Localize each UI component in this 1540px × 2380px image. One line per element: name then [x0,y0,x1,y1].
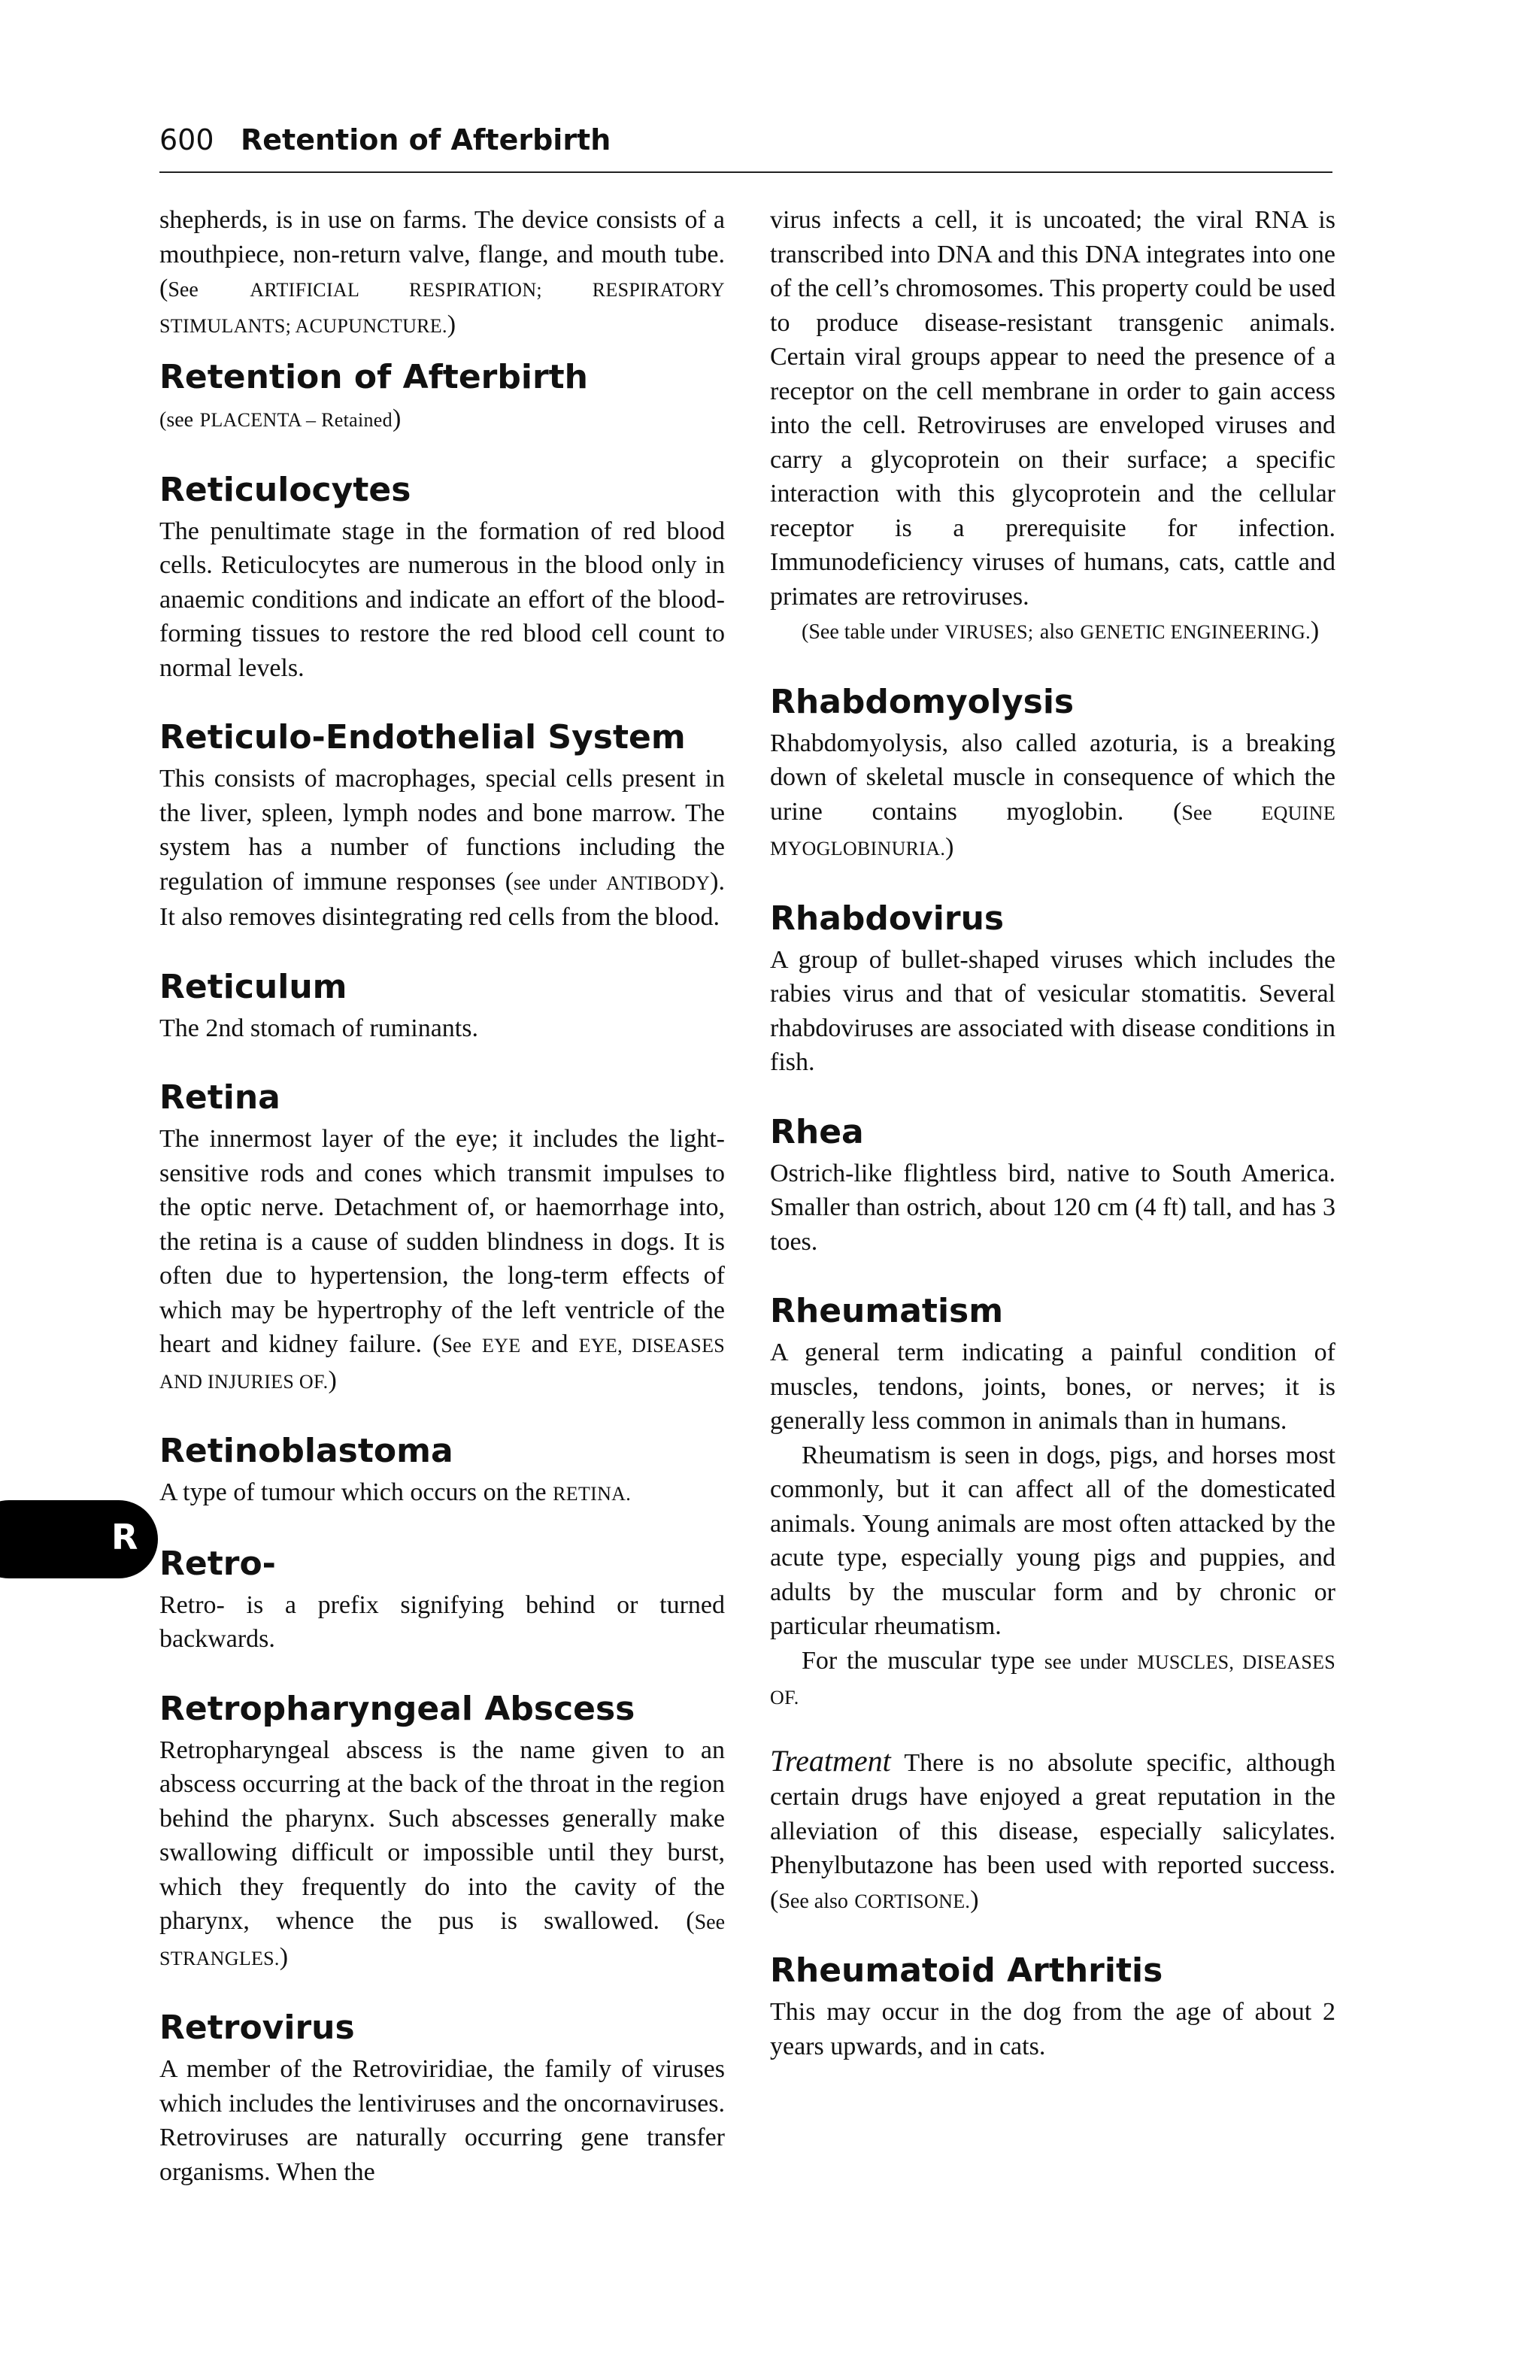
treatment-paragraph: Treatment There is no absolute specific, although certain drugs have enjoyed a great reputation in the alleviation of this disease, especially salicylates. Phenylbutazone has been used with reported success. (See also CORTISONE.) [770,1743,1335,1914]
entry-text: For the muscular type see under MUSCLES, DISEASES OF. [770,1646,1336,1708]
running-title: Retention of Afterbirth [241,123,611,156]
entry-text: The innermost layer of the eye; it includes the light-sensitive rods and cones which transmit impulses to the optic nerve. Detachment of, or haemorrhage into, the retina is a cause of sudden blindness in dogs. It is often due to hypertension, the long-term effects of which may be hypertrophy of the left ventricle of the heart and kidney failure. (See EYE and EYE, DISEASES AND INJURIES OF.) [159,1125,726,1394]
cross-reference: STRANGLES. [159,1947,280,1969]
entry-heading: Rhabdomyolysis [770,682,1075,721]
entry-heading: Retina [159,1078,280,1117]
running-header [159,120,1332,173]
cross-reference: CORTISONE. [854,1890,971,1912]
subheading-treatment: Treatment [770,1743,891,1778]
entry-text: Ostrich-like flightless bird, native to South America. Smaller than ostrich, about 120 cm (4 ft) tall, and has 3 toes. [770,1159,1335,1256]
right-column [770,203,1335,2063]
entry-text: Rheumatism is seen in dogs, pigs, and horses most commonly, but it can affect all of the domesticated animals. Young animals are most often attacked by the acute type, especially young pigs and puppies, and adults by the muscular form and by chronic or particular rheumatism. [770,1441,1335,1640]
entry-text: Retropharyngeal abscess is the name given to an abscess occurring at the back of the throat in the region behind the pharynx. Such abscesses generally make swallowing difficult or impossible until they burst, which they frequently do into the cavity of the pharynx, whence the pus is swallowed. (See STRANGLES.) [159,1736,725,1971]
entry-text: A general term indicating a painful condition of muscles, tendons, joints, bones, or nerves; it is generally less common in animals than in humans. [770,1339,1335,1435]
cross-reference: EQUINE MYOGLOBINURIA. [770,802,1336,860]
entry-heading: Rhea [770,1112,864,1151]
entry-heading: Reticulocytes [159,470,411,509]
cross-reference: ANTIBODY [606,872,711,894]
continued-entry-text: virus infects a cell, it is uncoated; the viral RNA is transcribed into DNA and this DNA integrates into one of the cell’s chromosomes. This property could be used to produce disease-resistant transgenic animals. Certain viral groups appear to need the presence of a receptor on the cell membrane in order to gain access into the cell. Retroviruses are enveloped viruses and carry a glycoprotein on their surface; a specific interaction with this glycoprotein and the cellular receptor is a prerequisite for infection. Immunodeficiency viruses of humans, cats, cattle and primates are retroviruses. [770,206,1335,611]
entry-heading: Reticulo-Endothelial System [159,718,686,756]
entry-text: A type of tumour which occurs on the RETINA. [159,1478,632,1506]
cross-reference: GENETIC ENGINEERING. [1080,621,1311,643]
entry-text: The 2nd stomach of ruminants. [159,1014,478,1042]
page-number: 600 [159,123,214,156]
entry-text: This consists of macrophages, special cells present in the liver, spleen, lymph nodes and bone marrow. The system has a number of functions including the regulation of immune responses (see under ANTIBODY). It also removes disintegrating red cells from the blood. [159,765,725,931]
left-column [159,203,725,2189]
entry-text: A member of the Retroviridiae, the family of viruses which includes the lentiviruses and the oncornaviruses. Retroviruses are naturally occurring gene transfer organisms. When the [159,2055,725,2186]
cross-reference: RETINA. [553,1483,632,1505]
cross-reference: MUSCLES, DISEASES OF. [770,1651,1336,1708]
entry-heading: Retinoblastoma [159,1432,453,1470]
entry-text: (see PLACENTA – Retained) [159,405,402,432]
entry-heading: Rheumatism [770,1292,1004,1330]
thumb-index-tab [0,1500,158,1578]
cross-reference: ARTIFICIAL RESPIRATION; RESPIRATORY STIMULANTS; ACUPUNCTURE. [159,279,725,337]
entry-text: The penultimate stage in the formation of red blood cells. Reticulocytes are numerous in the blood only in anaemic conditions and indicate an effort of the blood-forming tissues to restore the red blood cell count to normal levels. [159,517,725,682]
cross-reference: EYE [481,1335,521,1357]
entry-heading: Retro- [159,1544,276,1583]
entry-heading: Reticulum [159,967,347,1006]
continued-entry-text: shepherds, is in use on farms. The device consists of a mouthpiece, non-return valve, flange, and mouth tube. (See ARTIFICIAL RESPIRATION; RESPIRATORY STIMULANTS; ACUPUNCTURE.) [159,206,725,338]
entry-heading: Retention of Afterbirth [159,358,589,396]
entry-text: This may occur in the dog from the age of about 2 years upwards, and in cats. [770,1998,1335,2060]
thumb-index-letter: R [111,1517,138,1557]
entry-text: Rhabdomyolysis, also called azoturia, is a breaking down of skeletal muscle in consequence of which the urine contains myoglobin. (See EQUINE MYOGLOBINURIA.) [770,729,1336,861]
cross-reference: VIRUSES; [944,621,1034,643]
cross-reference: EYE, DISEASES AND INJURIES OF. [159,1335,726,1393]
entry-heading: Rheumatoid Arthritis [770,1951,1163,1990]
entry-text: (See table under VIRUSES; also GENETIC ENGINEERING.) [802,617,1320,644]
entry-heading: Rhabdovirus [770,899,1005,938]
entry-text: A group of bullet-shaped viruses which includes the rabies virus and that of vesicular stomatitis. Several rhabdoviruses are associated with disease conditions in fish. [770,945,1335,1076]
entry-text: Retro- is a prefix signifying behind or turned backwards. [159,1590,725,1653]
entry-heading: Retropharyngeal Abscess [159,1689,635,1728]
entry-heading: Retrovirus [159,2009,355,2047]
cross-reference: PLACENTA – Retained [199,409,393,431]
